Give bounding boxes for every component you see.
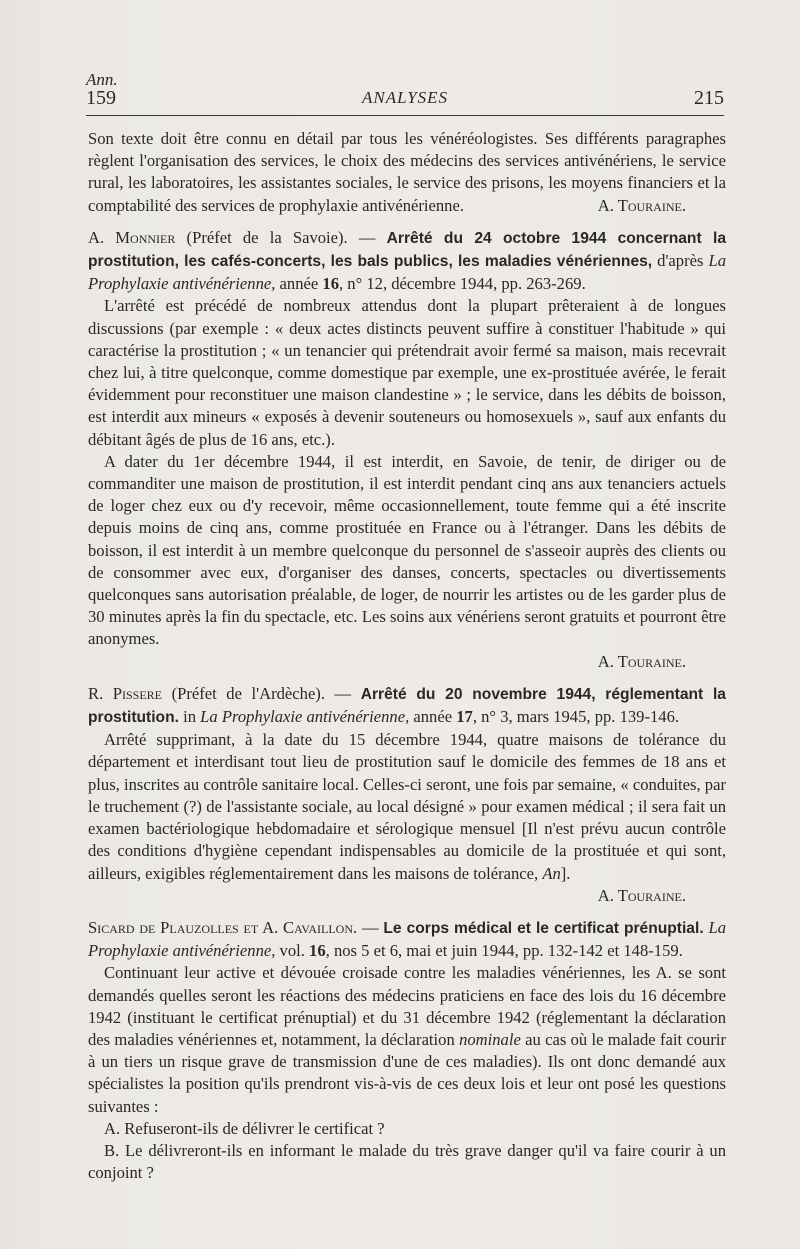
journal-name: La Prophylaxie antivénérienne, — [88, 251, 726, 294]
article-heading: R. Pissere (Préfet de l'Ardèche). — Arrêté du 20 novembre 1944, réglementant la prostitution. in La Prophylaxie antivénérienne, année 17, n° 3, mars 1945, pp. 139-146. — [88, 683, 726, 727]
article-heading: Sicard de Plauzolles et A. Cavaillon. — Le corps médical et le certificat prénuptial. La Prophylaxie antivénérienne, vol. 16, nos 5 et 6, mai et juin 1944, pp. 132-142 et 148-159. — [88, 917, 726, 961]
signature: A. Touraine. — [597, 651, 686, 671]
body-text — [88, 128, 726, 1184]
journal-name: La Prophylaxie antivénérienne, — [88, 917, 726, 961]
article-title: Arrêté du 24 octobre 1944 concernant la prostitution, les cafés-concerts, les bals publics, les maladies vénériennes, — [88, 229, 726, 271]
author: R. Pissere — [88, 683, 163, 703]
paragraph: L'arrêté est précédé de nombreux attendus dont la plupart prêteraient à de longues discussions (par exemple : « deux actes distincts peuvent suffire à constituer l'habitude » qui caractérise la prostitution ; « un tenancier qui prétendrait avoir fermé sa maison, mais recevrait chez lui, à titre quelconque, comme domestique par exemple, une ex-prostituée avérée, le ferait évidemment pour reconstituer une maison clandestine » ; le service, dans les débits de boisson, est interdit aux mineurs « exposés à devenir souteneurs ou homosexuels », sauf aux enfants du débitant âgés de plus de 16 ans, etc.). — [88, 296, 726, 449]
signature: A. Touraine. — [597, 885, 686, 905]
article-title: Arrêté du 20 novembre 1944, réglementant la prostitution. — [88, 685, 726, 727]
paragraph: Continuant leur active et dévouée croisade contre les maladies vénériennes, les A. se sont demandés quelles seront les réactions des médecins praticiens en face des lois du 16 décembre 1942 (instituant le certificat prénuptial) et du 31 décembre 1942 (réglementant la déclaration des maladies vénériennes et, notamment, la déclaration nominale au cas où le malade fait courir à un tiers un risque grave de transmission d'une de ces maladies). Ils ont donc demandé aux spécialistes la position qu'ils prendront vis-à-vis de ces deux lois et leur ont posé les questions suivantes : — [88, 963, 726, 1116]
question-a: A. Refuseront-ils de délivrer le certificat ? — [104, 1118, 385, 1138]
running-head — [86, 87, 724, 111]
author: Sicard de Plauzolles et A. Cavaillon — [88, 917, 353, 937]
paragraph: Son texte doit être connu en détail par tous les vénéréologistes. Ses différents paragraphes règlent l'organisation des services, le choix des médecins des services antivénériens, le service rural, les laboratoires, les assistantes sociales, le service des prisons, les moyens financiers et la comptabilité des services de prophylaxie antivénérienne. A. Touraine. — [88, 128, 726, 217]
paragraph: A dater du 1er décembre 1944, il est interdit, en Savoie, de tenir, de diriger ou de commanditer une maison de prostitution, il est interdit pendant cinq ans aux tenanciers actuels de loger chez eux ou d'y recevoir, même occasionnellement, toute femme qui a été inscrite depuis moins de cinq ans, comme prostituée en France ou à l'étranger. Dans les débits de boisson, il est interdit à un membre quelconque du personnel de s'asseoir auprès des clients ou de consommer avec eux, d'organiser des danses, concerts, spectacles ou divertissements quelconques sans autorisation préalable, de loger, de nourrir les artistes ou de les garder plus de 30 minutes après la fin du spectacle, etc. Les soins aux vénériens seront gratuits et pourront être anonymes. — [88, 451, 726, 649]
journal-name: La Prophylaxie antivénérienne, — [200, 707, 410, 727]
question-b: B. Le délivreront-ils en informant le malade du très grave danger qu'il va faire courir à un conjoint ? — [88, 1140, 726, 1183]
page-number: 215 — [694, 87, 724, 109]
header-rule — [86, 115, 724, 116]
author: A. Monnier — [88, 227, 176, 247]
article-title: Le corps médical et le certificat prénuptial. — [383, 919, 704, 937]
running-head-annales: Ann. — [86, 70, 118, 89]
volume-number: 159 — [86, 87, 116, 109]
signature: A. Touraine. — [597, 195, 686, 215]
section-title: ANALYSES — [361, 88, 449, 107]
paragraph: Arrêté supprimant, à la date du 15 décembre 1944, quatre maisons de tolérance du département et interdisant tout lieu de prostitution sauf le domicile des femmes de 18 ans et plus, inscrites au contrôle sanitaire local. Celles-ci seront, une fois par semaine, « conduites, par le truchement (?) de l'assistante sociale, au local désigné » pour examen médical ; il sera fait un examen bactériologique hebdomadaire et sérologique mensuel [Il n'est prévu aucun contrôle des conditions d'hygiène cependant indispensables au domicile de la prostituée et qui sont, ailleurs, exigibles réglementairement dans les maisons de tolérance, An]. — [88, 730, 726, 883]
article-heading: A. Monnier (Préfet de la Savoie). — Arrêté du 24 octobre 1944 concernant la prostitution, les cafés-concerts, les bals publics, les maladies vénériennes, d'après La Prophylaxie antivénérienne, année 16, n° 12, décembre 1944, pp. 263-269. — [88, 227, 726, 294]
